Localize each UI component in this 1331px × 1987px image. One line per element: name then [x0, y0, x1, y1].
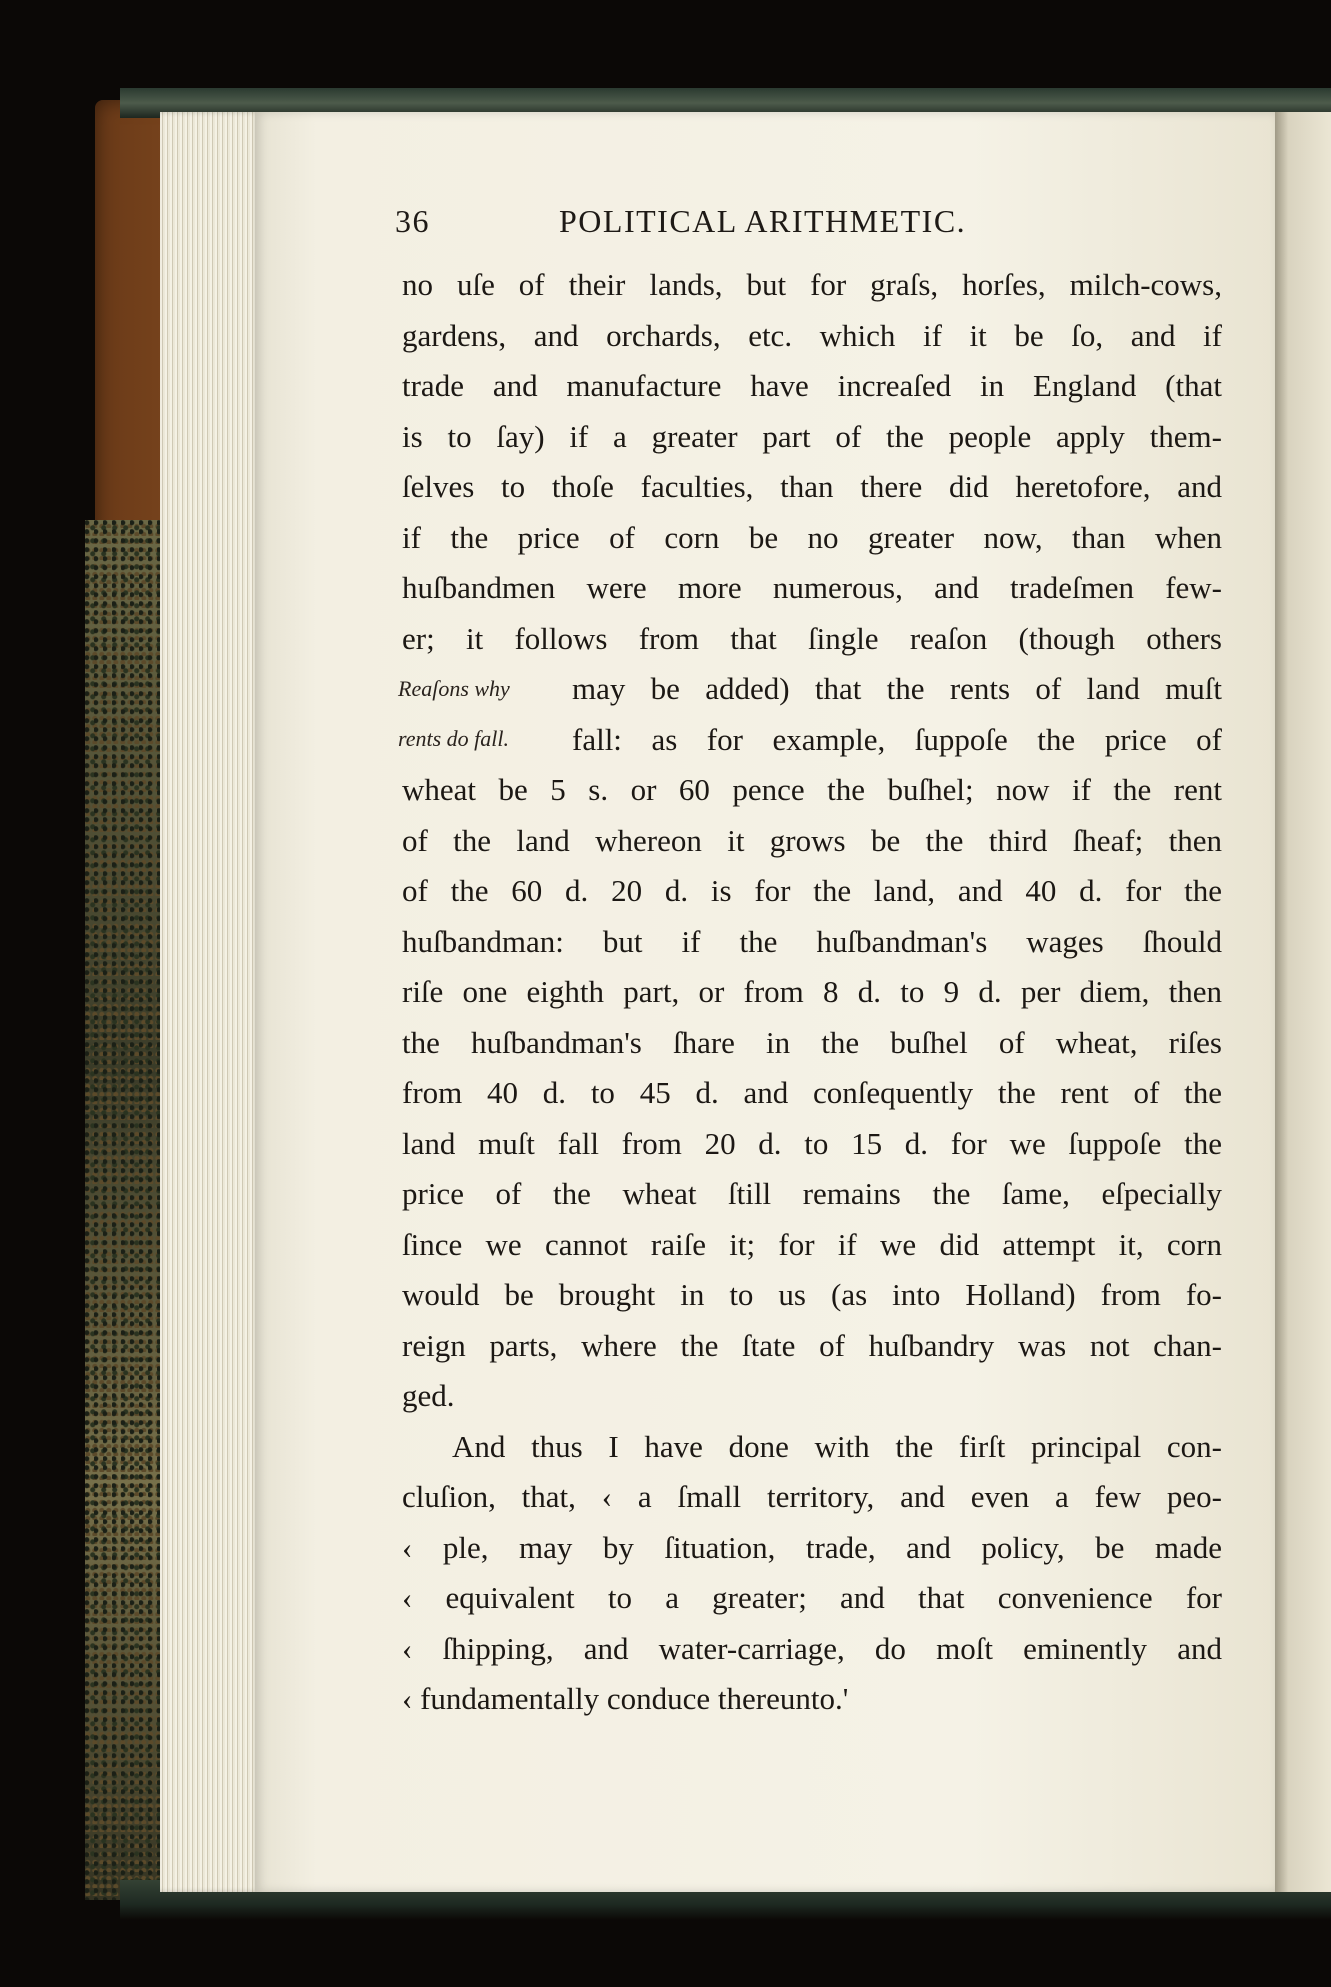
- text-line: may be added) that the rents of land muſt: [572, 671, 1222, 706]
- body-text: [402, 260, 1222, 1725]
- text-line: of the land whereon it grows be the third ſheaf; then: [402, 822, 1222, 858]
- running-head: [395, 203, 1095, 253]
- margin-note-line-2: rents do fall.: [398, 726, 510, 751]
- text-line: would be brought in to us (as into Holland) from fo-: [402, 1277, 1222, 1312]
- text-line: the huſbandman's ſhare in the buſhel of wheat, riſes: [402, 1024, 1222, 1060]
- text-line: And thus I have done with the firſt principal con-: [452, 1428, 1222, 1464]
- text-line: from 40 d. to 45 d. and conſequently the rent of the: [402, 1075, 1222, 1110]
- text-line: cluſion, that, ‹ a ſmall territory, and even a few peo-: [402, 1479, 1222, 1514]
- margin-note-line-1: Reaſons why: [398, 676, 510, 701]
- text-line: land muſt fall from 20 d. to 15 d. for we ſuppoſe the: [402, 1125, 1222, 1161]
- text-line: ‹ ple, may by ſituation, trade, and policy, be made: [402, 1529, 1222, 1565]
- text-line: ged.: [402, 1378, 455, 1413]
- page-number: 36: [395, 203, 430, 239]
- text-line: if the price of corn be no greater now, than when: [402, 519, 1222, 555]
- text-line: ſelves to thoſe faculties, than there did heretofore, and: [402, 469, 1222, 504]
- text-line: er; it follows from that ſingle reaſon (though others: [402, 620, 1222, 656]
- text-line: ‹ fundamentally conduce thereunto.': [402, 1681, 849, 1716]
- text-line: ‹ ſhipping, and water-carriage, do moſt eminently and: [402, 1630, 1222, 1666]
- text-line: huſbandman: but if the huſbandman's wages ſhould: [402, 923, 1222, 959]
- text-line: reign parts, where the ſtate of huſbandry was not chan-: [402, 1327, 1222, 1363]
- text-line: ſince we cannot raiſe it; for if we did attempt it, corn: [402, 1226, 1222, 1262]
- facing-page-edge: [1270, 112, 1331, 1892]
- text-line: ‹ equivalent to a greater; and that convenience for: [402, 1580, 1222, 1615]
- page-stack-edge: [160, 112, 260, 1892]
- text-line: no uſe of their lands, but for graſs, horſes, milch-cows,: [402, 267, 1222, 302]
- text-line: price of the wheat ſtill remains the ſame, eſpecially: [402, 1176, 1222, 1211]
- text-line: gardens, and orchards, etc. which if it be ſo, and if: [402, 317, 1222, 353]
- text-line: wheat be 5 s. or 60 pence the buſhel; now if the rent: [402, 772, 1222, 807]
- text-line: fall: as for example, ſuppoſe the price of: [572, 721, 1222, 757]
- text-line: riſe one eighth part, or from 8 d. to 9 d. per diem, then: [402, 974, 1222, 1009]
- text-line: trade and manufacture have increaſed in England (that: [402, 368, 1222, 403]
- text-line: is to ſay) if a greater part of the people apply them-: [402, 418, 1222, 454]
- page-title: POLITICAL ARITHMETIC.: [559, 203, 967, 239]
- text-line: huſbandmen were more numerous, and tradeſmen few-: [402, 570, 1222, 605]
- text-line: of the 60 d. 20 d. is for the land, and 40 d. for the: [402, 873, 1222, 908]
